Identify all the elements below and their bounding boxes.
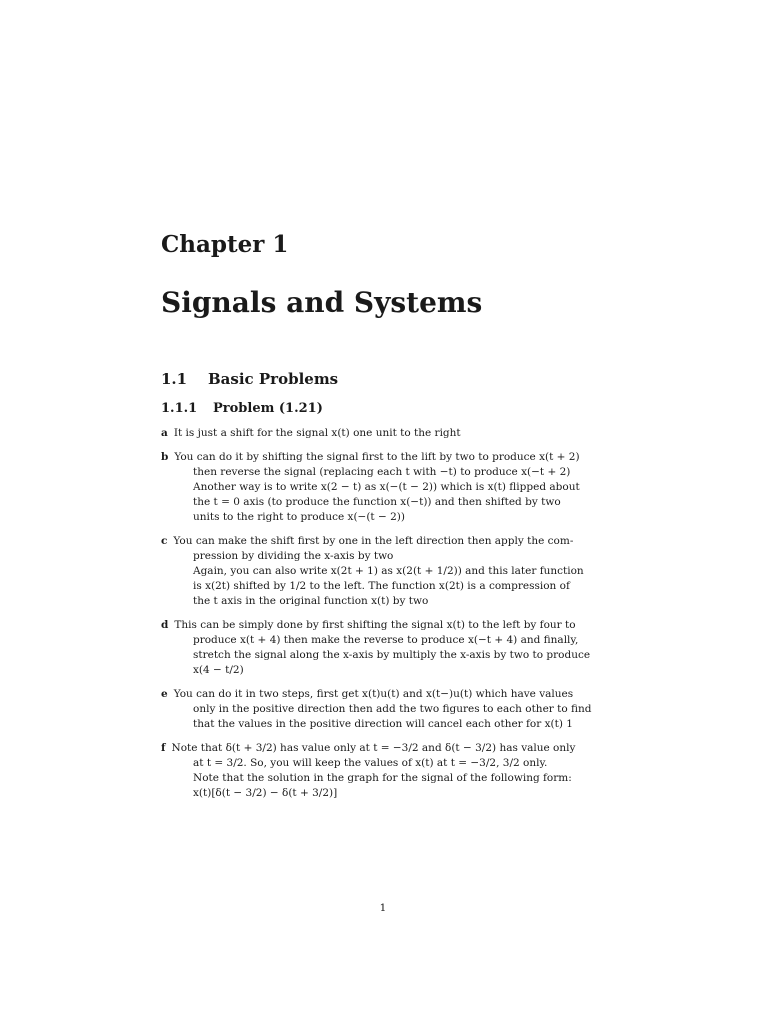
item-letter: c: [161, 535, 168, 547]
chapter-label: Chapter 1: [161, 231, 289, 258]
section-heading: [161, 370, 338, 388]
item-line: then reverse the signal (replacing each t with −t) to produce x(−t + 2): [193, 466, 571, 478]
item-line: You can do it in two steps, first get x(t)u(t) and x(t−)u(t) which have values: [173, 688, 574, 700]
problem-item-b: [161, 450, 605, 525]
item-line: only in the positive direction then add the two figures to each other to find: [193, 703, 592, 715]
item-line: Note that the solution in the graph for the signal of the following form:: [193, 772, 572, 784]
item-line: is x(2t) shifted by 1/2 to the left. The function x(2t) is a compression of: [193, 580, 570, 592]
item-letter: d: [161, 619, 169, 631]
problem-item-d: [161, 618, 605, 678]
item-letter: a: [161, 427, 168, 439]
problem-item-f: [161, 741, 605, 801]
item-line: the t axis in the original function x(t) by two: [193, 595, 429, 607]
item-letter: b: [161, 451, 169, 463]
problem-item-a: [161, 426, 605, 441]
item-line: This can be simply done by first shifting the signal x(t) to the left by four to: [174, 619, 576, 631]
item-line: x(4 − t/2): [193, 664, 244, 676]
subsection-heading: [161, 401, 323, 416]
item-line: You can do it by shifting the signal first to the lift by two to produce x(t + 2): [174, 451, 580, 463]
item-line: at t = 3/2. So, you will keep the values of x(t) at t = −3/2, 3/2 only.: [193, 757, 548, 769]
item-line: Again, you can also write x(2t + 1) as x(2(t + 1/2)) and this later function: [193, 565, 584, 577]
page-number: 1: [379, 902, 387, 914]
item-letter: e: [161, 688, 168, 700]
subsection-number: 1.1.1: [161, 401, 198, 416]
problem-list: [161, 426, 605, 810]
item-line: It is just a shift for the signal x(t) one unit to the right: [173, 427, 461, 439]
chapter-title: Signals and Systems: [161, 286, 483, 319]
item-line: Another way is to write x(2 − t) as x(−(t − 2)) which is x(t) flipped about: [193, 481, 580, 493]
section-title: Basic Problems: [208, 370, 339, 388]
item-line: the t = 0 axis (to produce the function x(−t)) and then shifted by two: [193, 496, 561, 508]
item-line: x(t)[δ(t − 3/2) − δ(t + 3/2)]: [193, 787, 338, 799]
item-letter: f: [161, 742, 166, 754]
document-page: [161, 0, 605, 1024]
section-number: 1.1: [161, 370, 188, 388]
problem-item-e: [161, 687, 605, 732]
item-line: Note that δ(t + 3/2) has value only at t = −3/2 and δ(t − 3/2) has value only: [171, 742, 576, 754]
subsection-title: Problem (1.21): [213, 401, 323, 416]
item-line: that the values in the positive direction will cancel each other for x(t) 1: [193, 718, 573, 730]
item-line: produce x(t + 4) then make the reverse to produce x(−t + 4) and finally,: [193, 634, 579, 646]
item-line: You can make the shift first by one in the left direction then apply the com-: [173, 535, 574, 547]
item-line: stretch the signal along the x-axis by multiply the x-axis by two to produce: [193, 649, 591, 661]
item-line: units to the right to produce x(−(t − 2)): [193, 511, 405, 523]
item-line: pression by dividing the x-axis by two: [193, 550, 394, 562]
problem-item-c: [161, 534, 605, 609]
